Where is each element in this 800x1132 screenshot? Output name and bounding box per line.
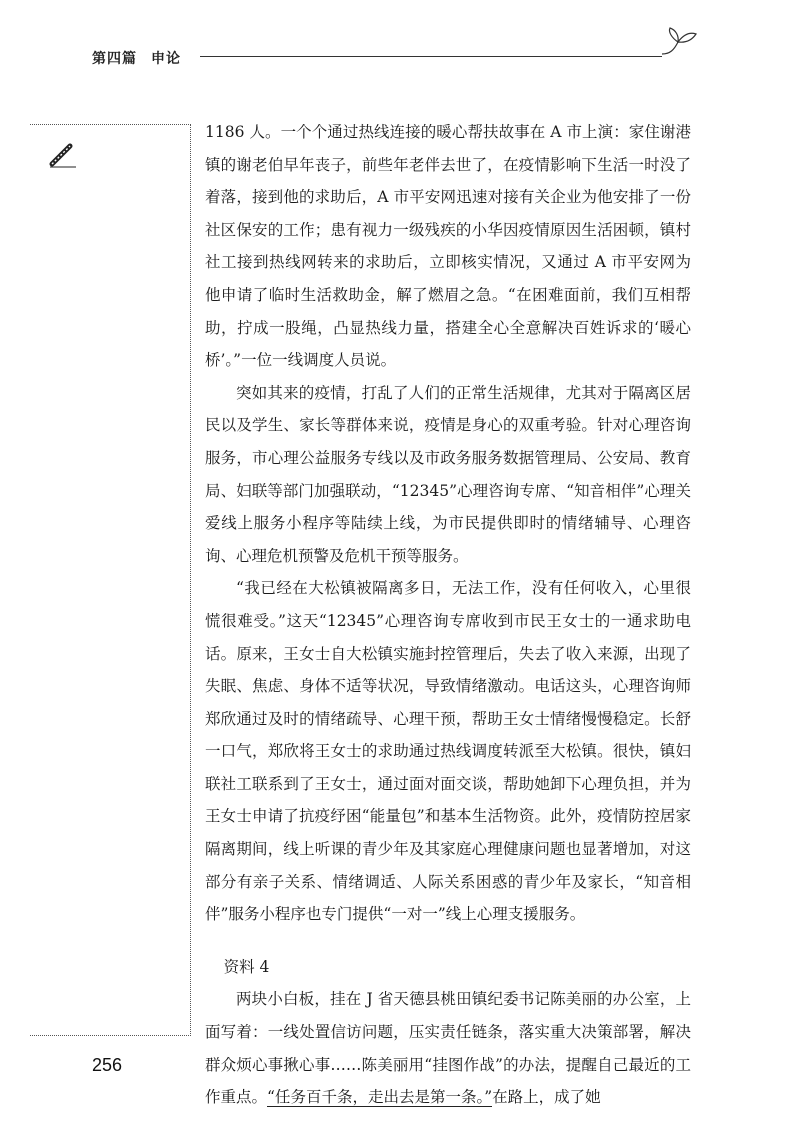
running-header (92, 48, 181, 68)
header-rule (200, 56, 662, 57)
paragraph: 1186 人。一个个通过热线连接的暖心帮扶故事在 A 市上演：家住谢港镇的谢老伯早年丧子，前些年老伴去世了，在疫情影响下生活一时没了着落，接到他的求助后，A 市平安网迅速对接有关企业为他安排了一份社区保安的工作；患有视力一级残疾的小华因疫情原因生活困顿，镇村社工接到热线网转来的求助后，立即核实情况，又通过 A 市平安网为他申请了临时生活救助金，解了燃眉之急。“在困难面前，我们互相帮助，拧成一股绳，凸显热线力量，搭建全心全意解决百姓诉求的‘暖心桥’。”一位一线调度人员说。 (205, 123, 691, 370)
paragraph: “我已经在大松镇被隔离多日，无法工作，没有任何收入，心里很慌很难受。”这天“12345”心理咨询专席收到市民王女士的一通求助电话。原来，王女士自大松镇实施封控管理后，失去了收入来源，出现了失眠、焦虑、身体不适等状况，导致情绪激动。电话这头，心理咨询师郑欣通过及时的情绪疏导、心理干预，帮助王女士情绪慢慢稳定。长舒一口气，郑欣将王女士的求助通过热线调度转派至大松镇。很快，镇妇联社工联系到了王女士，通过面对面交谈，帮助她卸下心理负担，并为王女士申请了抗疫纾困“能量包”和基本生活物资。此外，疫情防控居家隔离期间，线上听课的青少年及其家庭心理健康问题也显著增加，对这部分有亲子关系、情绪调适、人际关系困惑的青少年及家长，“知音相伴”服务小程序也专门提供“一对一”线上心理支援服务。 (205, 579, 691, 924)
pen-icon (48, 140, 78, 170)
paragraph (205, 983, 691, 1113)
header-part: 第四篇 (92, 51, 137, 67)
paragraph: 突如其来的疫情，打乱了人们的正常生活规律，尤其对于隔离区居民以及学生、家长等群体来说，疫情是身心的双重考验。针对心理咨询服务，市心理公益服务专线以及市政务服务数据管理局、公安局、教育局、妇联等部门加强联动，“12345”心理咨询专席、“知音相伴”心理关爱线上服务小程序等陆续上线，为市民提供即时的情绪辅导、心理咨询、心理危机预警及危机干预等服务。 (205, 383, 691, 565)
body-text (205, 116, 691, 1114)
material4-tail: 在路上，成了她 (492, 1088, 601, 1107)
header-section: 申论 (151, 51, 181, 67)
material4-text: 两块小白板，挂在 J 省天德县桃田镇纪委书记陈美丽的办公室，上面写着：一线处置信访问题，压实责任链条，落实重大决策部署，解决群众烦心事揪心事……陈美丽用“挂图作战”的办法，提醒自己最近的工作重点。 (205, 990, 691, 1107)
underlined-quote: “任务百千条，走出去是第一条。” (267, 1088, 493, 1107)
sprout-icon (660, 24, 700, 56)
material-label: 资料 4 (223, 957, 270, 976)
notes-margin (30, 124, 191, 1036)
page-number: 256 (92, 1055, 123, 1075)
